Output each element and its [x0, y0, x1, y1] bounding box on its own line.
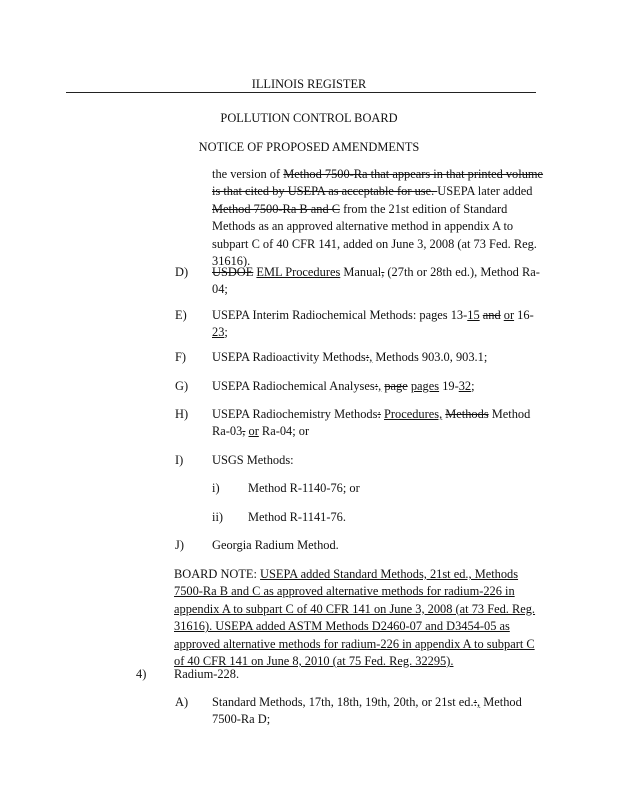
item-line: 23;	[212, 325, 228, 340]
register-title: ILLINOIS REGISTER	[251, 77, 367, 91]
section-label: 4)	[136, 667, 147, 681]
notice-title: NOTICE OF PROPOSED AMENDMENTS	[198, 140, 420, 154]
section-line: Radium-228.	[174, 667, 240, 681]
board-note-line: 7500-Ra B and C as approved alternative methods for radium-226 in	[174, 584, 515, 599]
board-note-line: of 40 CFR 141 on June 8, 2010 (at 75 Fed. Reg. 32295).	[174, 654, 454, 668]
item-label: G)	[175, 379, 189, 393]
intro-line: 31616).	[212, 254, 251, 268]
subitem-line: Method R-1140-76; or	[248, 481, 360, 495]
item-label: I)	[175, 453, 184, 467]
item-label: A)	[175, 695, 189, 709]
subitem-label: i)	[212, 481, 220, 495]
board-note-line: appendix A to subpart C of 40 CFR 141 on June 3, 2008 (at 73 Fed. Reg.	[174, 601, 536, 616]
item-line: 7500-Ra D;	[212, 712, 271, 727]
item-label: H)	[175, 407, 189, 421]
item-line: 04;	[212, 282, 228, 297]
item-label: J)	[175, 538, 184, 552]
board-note-line: BOARD NOTE: USEPA added Standard Methods, 21st ed., Methods	[174, 567, 519, 581]
board-title: POLLUTION CONTROL BOARD	[220, 111, 398, 125]
item-line: Standard Methods, 17th, 18th, 19th, 20th, or 21st ed.:, Method	[212, 695, 522, 709]
intro-line: is that cited by USEPA as acceptable for use. USEPA later added	[212, 184, 533, 199]
item-line: USGS Methods:	[212, 453, 294, 467]
item-line: Ra-03, or Ra-04; or	[212, 424, 310, 439]
intro-line: Method 7500-Ra B and C from the 21st edition of Standard	[212, 201, 508, 216]
subitem-line: Method R-1141-76.	[248, 510, 346, 524]
intro-line: the version of Method 7500-Ra that appears in that printed volume	[212, 167, 544, 181]
intro-line: Methods as an approved alternative method in appendix A to	[212, 219, 514, 234]
item-label: F)	[175, 350, 187, 364]
item-label: E)	[175, 308, 187, 322]
item-line: Georgia Radium Method.	[212, 538, 339, 552]
subitem-label: ii)	[212, 510, 224, 524]
item-line: USDOE EML Procedures Manual, (27th or 28th ed.), Method Ra-	[212, 265, 540, 279]
board-note-line: approved alternative methods for radium-226 in appendix A to subpart C	[174, 636, 535, 651]
item-line: USEPA Radioactivity Methods:, Methods 903.0, 903.1;	[212, 350, 488, 364]
board-note-line: 31616). USEPA added ASTM Methods D2460-07 and D3454-05 as	[174, 619, 510, 634]
item-label: D)	[175, 265, 189, 279]
item-line: USEPA Radiochemistry Methods: Procedures, Methods Method	[212, 407, 531, 421]
item-line: USEPA Interim Radiochemical Methods: pages 13-15 and or 16-	[212, 308, 534, 322]
intro-line: subpart C of 40 CFR 141, added on June 3, 2008 (at 73 Fed. Reg.	[212, 236, 537, 251]
header-rule	[66, 92, 536, 93]
item-line: USEPA Radiochemical Analyses:, page pages 19-32;	[212, 379, 475, 393]
